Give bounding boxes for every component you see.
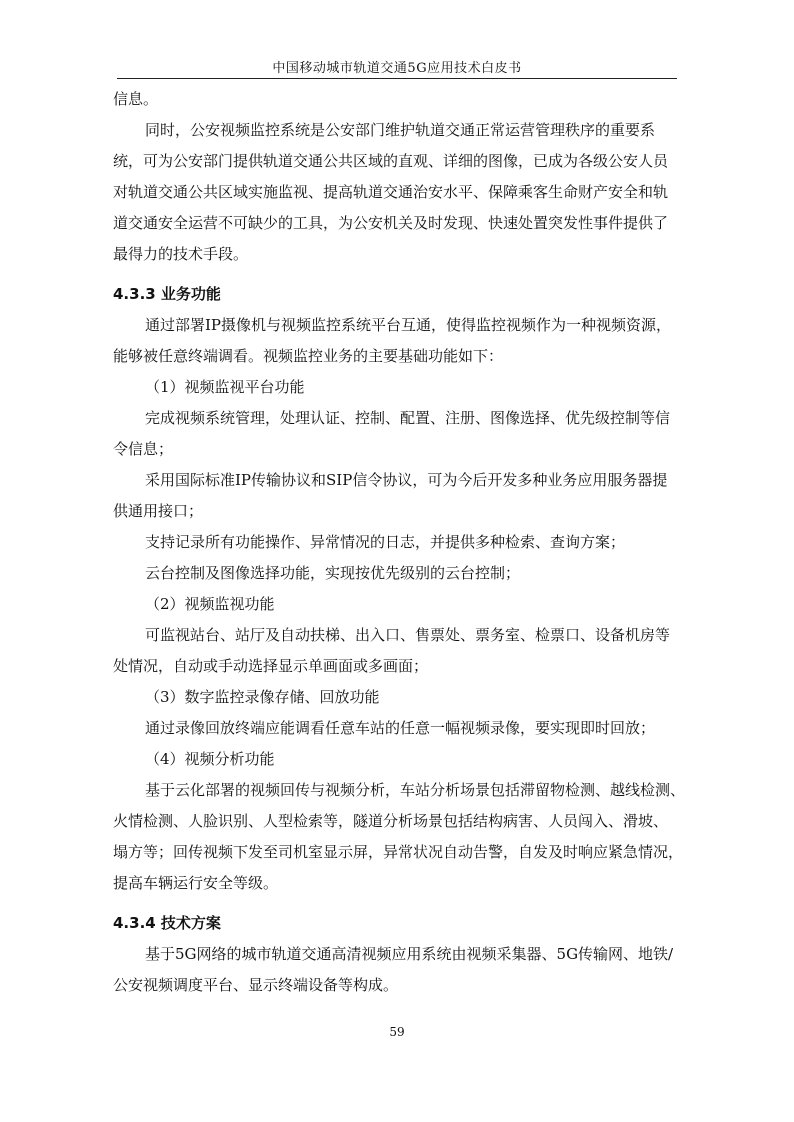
text-line: 信息。	[113, 90, 159, 108]
section-heading-4-3-4: 4.3.4 技术方案	[113, 914, 221, 932]
text-line: 通过部署IP摄像机与视频监控系统平台互通，使得监控视频作为一种视频资源，	[145, 316, 672, 334]
text-line: 供通用接口；	[113, 502, 204, 520]
text-line: 最得力的技术手段。	[113, 245, 249, 263]
paragraph	[113, 465, 707, 527]
text-line: 基于5G网络的城市轨道交通高清视频应用系统由视频采集器、5G传输网、地铁/	[145, 945, 674, 963]
text-line: 同时，公安视频监控系统是公安部门维护轨道交通正常运营管理秩序的重要系	[145, 121, 656, 139]
text-line: 通过录像回放终端应能调看任意车站的任意一幅视频录像，要实现即时回放；	[145, 719, 656, 737]
text-line: 统，可为公安部门提供轨道交通公共区域的直观、详细的图像，已成为各级公安人员	[113, 152, 669, 170]
paragraph	[113, 310, 707, 372]
paragraph	[113, 115, 707, 270]
text-line: 云台控制及图像选择功能，实现按优先级别的云台控制；	[145, 564, 521, 582]
list-item-heading: （1）视频监视平台功能	[145, 378, 305, 396]
paragraph	[113, 84, 707, 115]
text-line: 能够被任意终端调看。视频监控业务的主要基础功能如下：	[113, 347, 504, 365]
header-rule	[117, 78, 677, 79]
text-line: 公安视频调度平台、显示终端设备等构成。	[113, 976, 399, 994]
text-line: 基于云化部署的视频回传与视频分析，车站分析场景包括滞留物检测、越线检测、	[145, 781, 686, 799]
text-line: 完成视频系统管理，处理认证、控制、配置、注册、图像选择、优先级控制等信	[145, 409, 671, 427]
text-line: 道交通安全运营不可缺少的工具，为公安机关及时发现、快速处置突发性事件提供了	[113, 214, 669, 232]
text-line: 对轨道交通公共区域实施监视、提高轨道交通治安水平、保障乘客生命财产安全和轨	[113, 183, 669, 201]
running-header-title: 中国移动城市轨道交通5G应用技术白皮书	[272, 61, 522, 76]
text-line: 采用国际标准IP传输协议和SIP信令协议，可为今后开发多种业务应用服务器提	[145, 471, 668, 489]
text-line: 塌方等；回传视频下发至司机室显示屏，异常状况自动告警，自发及时响应紧急情况，	[113, 843, 684, 861]
section-heading-4-3-3: 4.3.3 业务功能	[113, 285, 221, 303]
list-item-heading: （4）视频分析功能	[145, 750, 275, 768]
page-content	[113, 84, 707, 1001]
list-item-heading: （3）数字监控录像存储、回放功能	[145, 688, 380, 706]
paragraph	[113, 775, 707, 899]
paragraph	[113, 403, 707, 465]
text-line: 可监视站台、站厅及自动扶梯、出入口、售票处、票务室、检票口、设备机房等	[145, 626, 671, 644]
paragraph	[113, 939, 707, 1001]
text-line: 处情况，自动或手动选择显示单画面或多画面；	[113, 657, 429, 675]
page-number: 59	[389, 1025, 405, 1039]
list-item-heading: （2）视频监视功能	[145, 595, 275, 613]
paragraph	[113, 620, 707, 682]
text-line: 提高车辆运行安全等级。	[113, 874, 279, 892]
text-line: 火情检测、人脸识别、人型检索等，隧道分析场景包括结构病害、人员闯入、滑坡、	[113, 812, 669, 830]
text-line: 令信息；	[113, 440, 174, 458]
text-line: 支持记录所有功能操作、异常情况的日志，并提供多种检索、查询方案；	[145, 533, 626, 551]
